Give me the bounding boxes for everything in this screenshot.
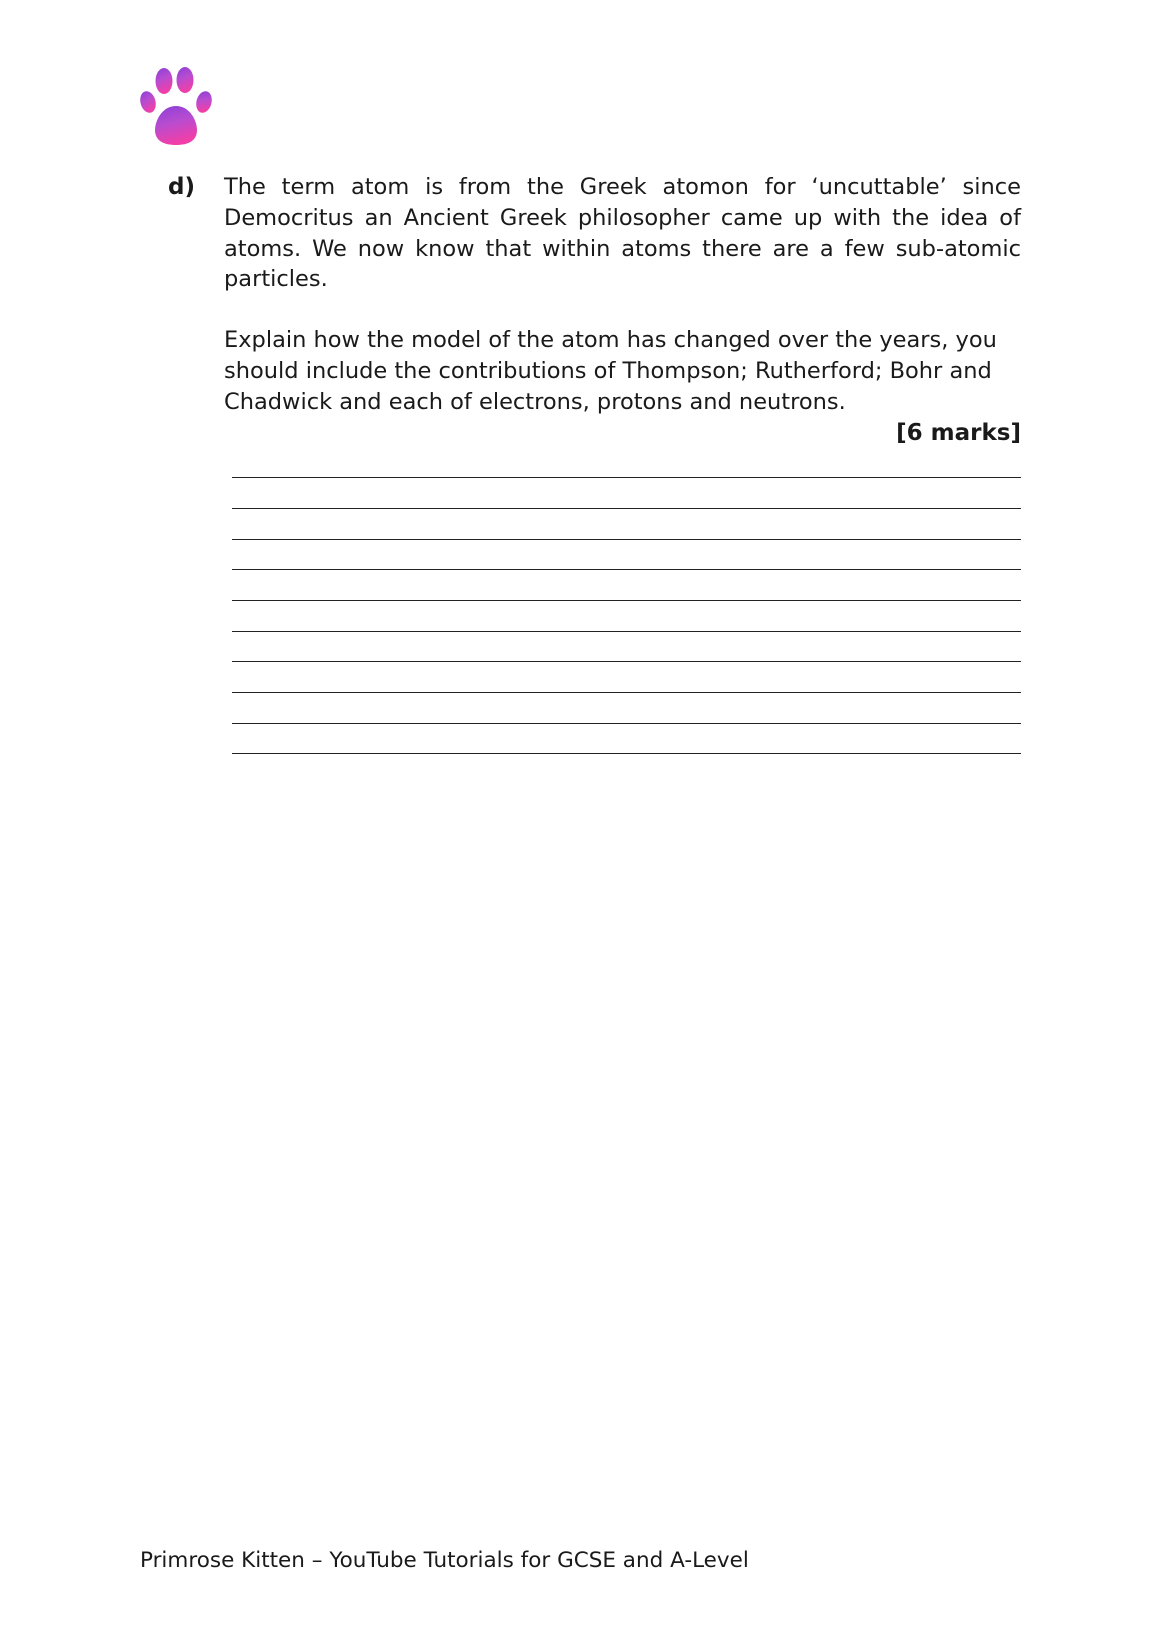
answer-line[interactable] xyxy=(232,632,1021,663)
answer-line[interactable] xyxy=(232,662,1021,693)
question-instruction-paragraph: Explain how the model of the atom has changed over the years, you should include the contributions of Thompson; Rutherford; Bohr and Chadwick and each of electrons, protons and neutrons. xyxy=(224,327,997,415)
paw-print-logo-icon xyxy=(140,66,214,148)
question-label: d) xyxy=(168,174,195,200)
answer-lines xyxy=(224,448,1021,755)
answer-line[interactable] xyxy=(232,601,1021,632)
marks-label: [6 marks] xyxy=(896,419,1021,446)
answer-line[interactable] xyxy=(232,540,1021,571)
question-intro-paragraph: The term atom is from the Greek atomon for ‘uncuttable’ since Democritus an Ancient Greek philosopher came up with the idea of atoms. We now know that within atoms there are a few sub-atomic particles. xyxy=(224,174,1021,293)
answer-line[interactable] xyxy=(232,509,1021,540)
answer-line[interactable] xyxy=(232,478,1021,509)
answer-line[interactable] xyxy=(232,570,1021,601)
answer-line[interactable] xyxy=(232,724,1021,755)
answer-line[interactable] xyxy=(232,693,1021,724)
footer-text: Primrose Kitten – YouTube Tutorials for GCSE and A-Level xyxy=(140,1548,749,1573)
answer-line[interactable] xyxy=(232,448,1021,479)
question-body xyxy=(224,172,1021,754)
